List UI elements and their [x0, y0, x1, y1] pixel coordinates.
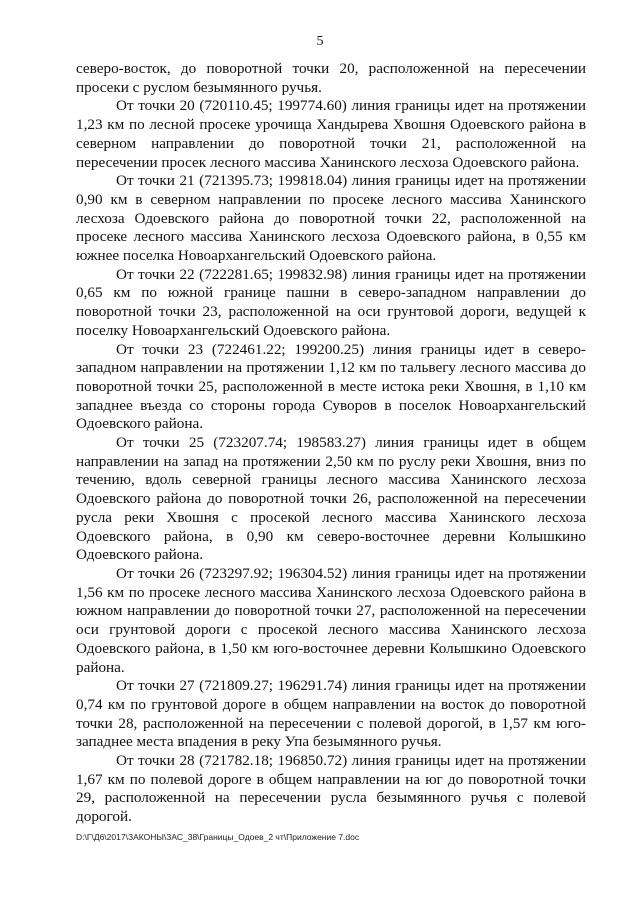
file-path-footer: D:\Г\Д6\2017\ЗАКОНЫ\ЗАС_38\Границы_Одоев_2 чт\Приложение 7.doc: [76, 832, 360, 842]
paragraph-point-27: От точки 27 (721809.27; 196291.74) линия границы идет на протяжении 0,74 км по грунтовой дороге в общем направлении на восток до поворотной точки 28, расположенной на пересечении с полевой дорогой, в 1,57 км юго-западнее места впадения в реку Упа безымянного ручья.: [76, 677, 586, 751]
page-number: 5: [316, 34, 324, 49]
paragraph-point-23: От точки 23 (722461.22; 199200.25) линия границы идет в северо-западном направлении на протяжении 1,12 км по тальвегу лесного массива до поворотной точки 25, расположенной в месте истока реки Хвошня, в 1,10 км западнее въезда со стороны города Суворов в поселок Новоархангельский Одоевского района.: [76, 340, 586, 433]
paragraph-point-25: От точки 25 (723207.74; 198583.27) линия границы идет в общем направлении на запад на протяжении 2,50 км по руслу реки Хвошня, вниз по течению, вдоль северной границы лесного массива Ханинского лесхоза Одоевского района до поворотной точки 26, расположенной на пересечении русла реки Хвошня с просекой лесного массива Ханинского лесхоза Одоевского района, в 0,90 км северо-восточнее деревни Колышкино Одоевского района.: [76, 434, 586, 564]
paragraph-point-21: От точки 21 (721395.73; 199818.04) линия границы идет на протяжении 0,90 км в северном направлении по просеке лесного массива Ханинского лесхоза Одоевского района до поворотной точки 22, расположенной на просеке лесного массива Ханинского лесхоза Одоевского района, в 0,55 км южнее поселка Новоархангельский Одоевского района.: [76, 172, 586, 265]
paragraph-point-28: От точки 28 (721782.18; 196850.72) линия границы идет на протяжении 1,67 км по полевой дороге в общем направлении на юг до поворотной точки 29, расположенной на пересечении русла безымянного ручья с полевой дорогой.: [76, 752, 586, 826]
document-body: [76, 60, 586, 827]
paragraph-continuation: северо-восток, до поворотной точки 20, расположенной на пересечении просеки с руслом безымянного ручья.: [76, 60, 586, 96]
paragraph-point-22: От точки 22 (722281.65; 199832.98) линия границы идет на протяжении 0,65 км по южной границе пашни в северо-западном направлении до поворотной точки 23, расположенной на оси грунтовой дороги, ведущей к поселку Новоархангельский Одоевского района.: [76, 265, 586, 339]
paragraph-point-20: От точки 20 (720110.45; 199774.60) линия границы идет на протяжении 1,23 км по лесной просеке урочища Хандырева Хвошня Одоевского района в северном направлении до поворотной точки 21, расположенной на пересечении просек лесного массива Ханинского лесхоза Одоевского района.: [76, 97, 586, 171]
paragraph-point-26: От точки 26 (723297.92; 196304.52) линия границы идет на протяжении 1,56 км по просеке лесного массива Ханинского лесхоза Одоевского района в южном направлении до поворотной точки 27, расположенной на пересечении оси грунтовой дороги с просекой лесного массива Ханинского лесхоза Одоевского района, в 1,50 км юго-восточнее деревни Колышкино Одоевского района.: [76, 564, 586, 676]
